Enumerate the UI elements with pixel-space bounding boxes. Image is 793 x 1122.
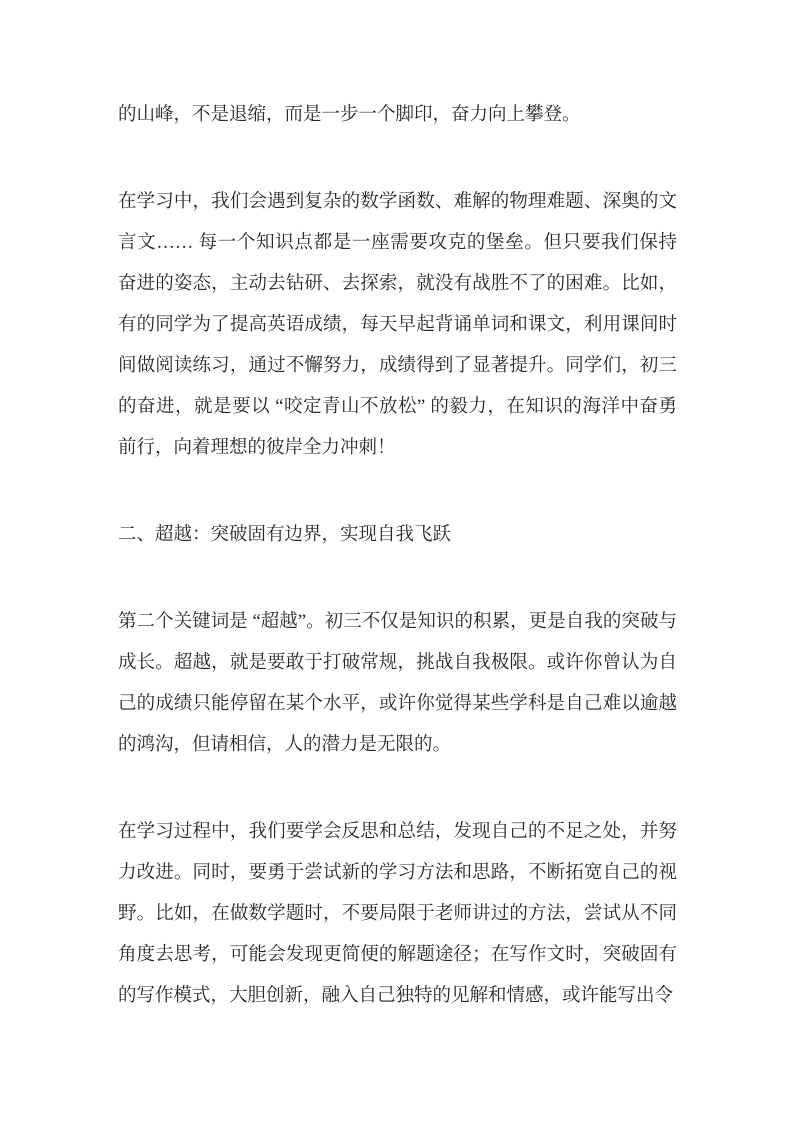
paragraph-striving-in-study: 在学习中，我们会遇到复杂的数学函数、难解的物理难题、深奥的文言文…… 每一个知识点都是一座需要攻克的堡垒。但只要我们保持奋进的姿态，主动去钻研、去探索，就没有战胜不了的困难。比如，有的同学为了提高英语成绩，每天早起背诵单词和课文，利用课间时间做阅读练习，通过不懈努力，成绩得到了显著提升。同学们，初三的奋进，就是要以 “咬定青山不放松” 的毅力，在知识的海洋中奋勇前行，向着理想的彼岸全力冲刺！ (118, 192, 677, 458)
paragraph-reflection-methods: 在学习过程中，我们要学会反思和总结，发现自己的不足之处，并努力改进。同时，要勇于尝试新的学习方法和思路，不断拓宽自己的视野。比如，在做数学题时，不要局限于老师讲过的方法，尝试从不同角度去思考，可能会发现更简便的解题途径；在写作文时，突破固有的写作模式，大胆创新，融入自己独特的见解和情感，或许能写出令 (118, 822, 677, 1006)
paragraph-surpass-keyword: 第二个关键词是 “超越”。初三不仅是知识的积累，更是自我的突破与成长。超越，就是要敢于打破常规，挑战自我极限。或许你曾认为自己的成绩只能停留在某个水平，或许你觉得某些学科是自己难以逾越的鸿沟，但请相信，人的潜力是无限的。 (118, 612, 677, 755)
paragraph-climbing-conclusion: 的山峰，不是退缩，而是一步一个脚印，奋力向上攀登。 (118, 105, 581, 125)
section-heading-surpass: 二、超越：突破固有边界，实现自我飞跃 (118, 525, 452, 545)
